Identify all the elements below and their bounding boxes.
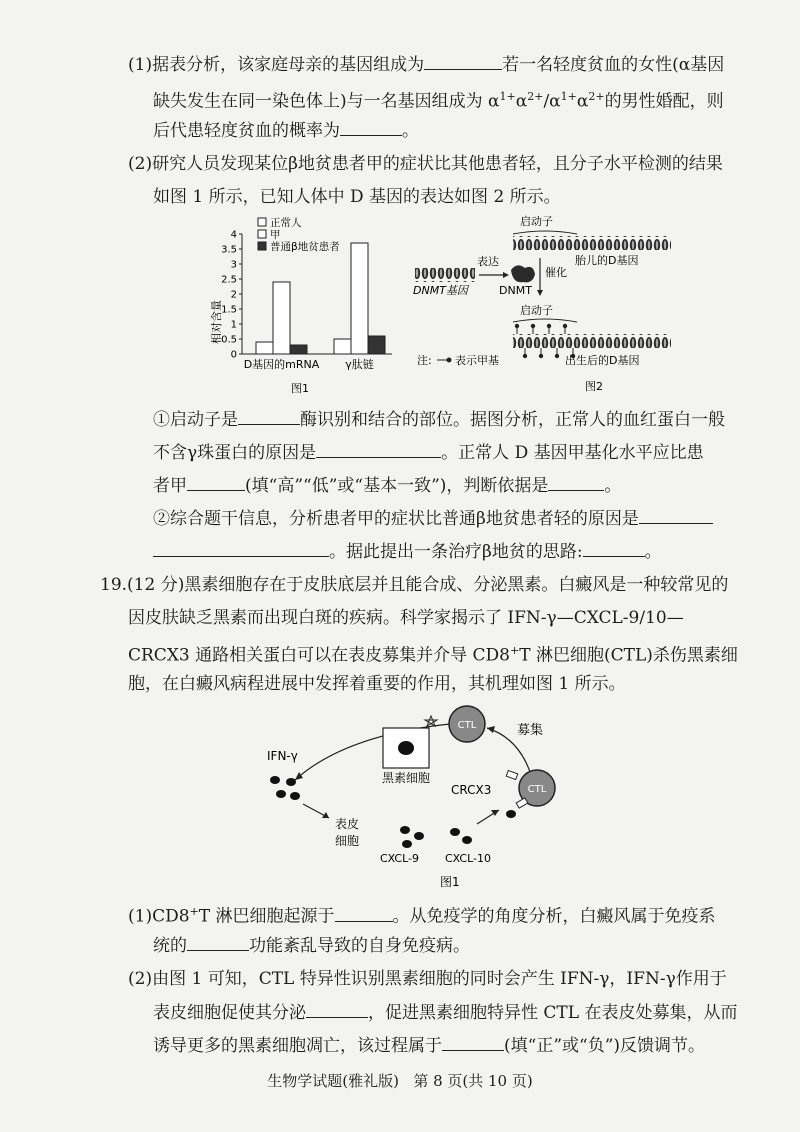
crcx3-receptor-icon — [506, 770, 517, 779]
epidermis-label-1: 表皮 — [335, 817, 360, 831]
y-tick-label: 3 — [230, 259, 237, 271]
q19-stem-line2: 因皮肤缺乏黑素而出现白斑的疾病。科学家揭示了 IFN-γ—CXCL-9/10— — [128, 608, 684, 628]
cxcl9-label: CXCL-9 — [380, 852, 419, 865]
x-category-label: D基因的mRNA — [243, 358, 320, 371]
methyl-group-icon — [547, 324, 551, 328]
bar-0-2 — [290, 345, 307, 354]
answer-blank[interactable] — [548, 473, 604, 491]
methyl-group-icon — [515, 324, 519, 328]
dnmt-gene-label: DNMT基因 — [413, 284, 468, 297]
note-label: 注: — [417, 354, 432, 367]
q19-figure-caption: 图1 — [440, 875, 460, 889]
legend-swatch — [258, 242, 266, 250]
footer-subject: 生物学试题(雅礼版) — [267, 1072, 399, 1090]
crcx3-label: CRCX3 — [451, 783, 492, 797]
dnmt-gene-dna — [415, 268, 475, 282]
fetal-d-gene-dna — [513, 236, 671, 250]
promoter-label-top: 启动子 — [520, 215, 553, 228]
postnatal-d-gene-label: 出生后的D基因 — [565, 354, 640, 367]
q18-part2-line2: 如图 1 所示，已知人体中 D 基因的表达如图 2 所示。 — [153, 187, 561, 207]
answer-blank[interactable] — [424, 52, 502, 70]
q18-sub1-line1: ①启动子是 酶识别和结合的部位。据图分析，正常人的血红蛋白一般 — [153, 407, 725, 432]
recruit-label: 募集 — [517, 723, 544, 738]
note-text: 表示甲基 — [455, 354, 499, 367]
y-tick-label: 2.5 — [221, 274, 237, 286]
methyl-group-icon — [563, 324, 567, 328]
q19-stem-line1: 19.(12 分)黑素细胞存在于皮肤底层并且能合成、分泌黑素。白癜风是一种较常见的 — [100, 575, 729, 595]
figure-2-diagram — [405, 210, 675, 400]
cxcl9-dots — [400, 826, 424, 848]
q19-figure-1-diagram — [255, 700, 585, 900]
postnatal-d-gene-dna — [513, 334, 671, 348]
q19-part2-line1: (2)由图 1 可知，CTL 特异性识别黑素细胞的同时会产生 IFN-γ，IFN-γ作用于 — [128, 969, 727, 989]
catalyze-label: 催化 — [545, 266, 567, 279]
dnmt-enzyme-icon — [511, 265, 535, 282]
q18-part2-line1: (2)研究人员发现某位β地贫患者甲的症状比其他患者轻，且分子水平检测的结果 — [128, 154, 723, 174]
legend-swatch — [258, 230, 266, 238]
bar-0-0 — [256, 342, 273, 354]
ctl-label-bottom: CTL — [527, 784, 547, 795]
cxcl10-dots — [450, 828, 472, 844]
y-tick-label: 1 — [230, 319, 237, 331]
q19-part2-line2: 表皮细胞促使其分泌 ，促进黑素细胞特异性 CTL 在表皮处募集，从而 — [153, 1000, 737, 1025]
legend-label: 正常人 — [270, 217, 302, 229]
express-label: 表达 — [477, 255, 499, 268]
q18-part1-line2: 缺失发生在同一染色体上)与一名基因组成为 $\alpha^{1+}\alpha^{2+}/\alpha^{1+}\alpha^{2+}$的男性婚配，则 — [153, 90, 724, 112]
q19-part2-line3: 诱导更多的黑素细胞凋亡，该过程属于 (填“正”或“负”)反馈调节。 — [153, 1033, 705, 1058]
dnmt-label: DNMT — [499, 284, 532, 297]
page-footer — [0, 1070, 800, 1091]
y-tick-label: 3.5 — [221, 244, 237, 256]
promoter-label-bottom: 启动子 — [520, 304, 553, 317]
footer-page: 第 8 页(共 10 页) — [413, 1072, 533, 1090]
q19-part1-line2: 统的 功能紊乱导致的自身免疫病。 — [153, 933, 470, 958]
bar-1-2 — [368, 336, 385, 354]
y-tick-label: 0 — [230, 349, 237, 361]
answer-blank[interactable] — [639, 506, 713, 524]
cxcl10-label: CXCL-10 — [445, 852, 491, 865]
legend-swatch — [258, 218, 266, 226]
q19-stem-line3: CRCX3 通路相关蛋白可以在表皮募集并介导 CD8+T 淋巴细胞(CTL)杀伤黑素细 — [128, 644, 738, 666]
answer-blank[interactable] — [306, 1000, 368, 1018]
promoter-brace-top — [513, 231, 577, 234]
y-tick-label: 2 — [230, 289, 237, 301]
q19-stem-line4: 胞，在白癜风病程进展中发挥着重要的作用，其机理如图 1 所示。 — [128, 674, 626, 694]
q18-sub1-line3: 者甲 (填“高”“低”或“基本一致”)，判断依据是 。 — [153, 473, 621, 498]
promoter-brace-bottom — [513, 319, 577, 322]
answer-blank[interactable] — [583, 539, 645, 557]
ctl-label-top: CTL — [457, 720, 477, 731]
y-tick-label: 1.5 — [221, 304, 237, 316]
q18-part1-line1: (1)据表分析，该家庭母亲的基因组成为 若一名轻度贫血的女性(α基因 — [128, 52, 724, 77]
figure-1-caption: 图1 — [291, 382, 309, 395]
melanocyte-label: 黑素细胞 — [381, 771, 431, 785]
methyl-group-icon — [555, 354, 559, 358]
fetal-d-gene-label: 胎儿的D基因 — [575, 254, 639, 267]
answer-blank[interactable] — [340, 118, 402, 136]
answer-blank[interactable] — [187, 473, 245, 491]
methyl-symbol-icon — [447, 358, 452, 363]
y-tick-label: 0.5 — [221, 334, 237, 346]
methyl-group-icon — [531, 324, 535, 328]
epidermis-label-2: 细胞 — [335, 834, 360, 848]
answer-blank[interactable] — [442, 1033, 504, 1051]
q19-part1-line1: (1)CD8+T 淋巴细胞起源于 。从免疫学的角度分析，白癜风属于免疫系 — [128, 905, 716, 927]
answer-blank[interactable] — [335, 904, 393, 922]
q18-sub2-line2: 。据此提出一条治疗β地贫的思路: 。 — [153, 539, 662, 564]
answer-blank[interactable] — [316, 440, 441, 458]
bar-0-1 — [273, 282, 290, 354]
methyl-group-icon — [523, 354, 527, 358]
y-tick-label: 4 — [230, 229, 237, 241]
q18-sub2-line1: ②综合题干信息，分析患者甲的症状比普通β地贫患者轻的原因是 — [153, 506, 713, 531]
q18-part1-line3: 后代患轻度贫血的概率为 。 — [153, 118, 419, 143]
legend-label: 甲 — [270, 229, 281, 241]
figure-1-bar-chart — [200, 212, 400, 397]
ifn-gamma-label: IFN-γ — [267, 749, 298, 763]
bar-1-1 — [351, 243, 368, 354]
answer-blank[interactable] — [187, 933, 249, 951]
y-axis-label: 相对含量 — [210, 300, 223, 344]
bar-1-0 — [334, 339, 351, 354]
q18-sub1-line2: 不含γ珠蛋白的原因是 。正常人 D 基因甲基化水平应比患 — [153, 440, 704, 465]
figure-2-caption: 图2 — [585, 380, 603, 393]
answer-blank[interactable] — [153, 539, 329, 557]
legend-label: 普通β地贫患者 — [270, 241, 340, 253]
receptor-star-icon — [425, 716, 437, 726]
answer-blank[interactable] — [238, 407, 300, 425]
methyl-group-icon — [539, 354, 543, 358]
x-category-label: γ肽链 — [345, 358, 374, 371]
